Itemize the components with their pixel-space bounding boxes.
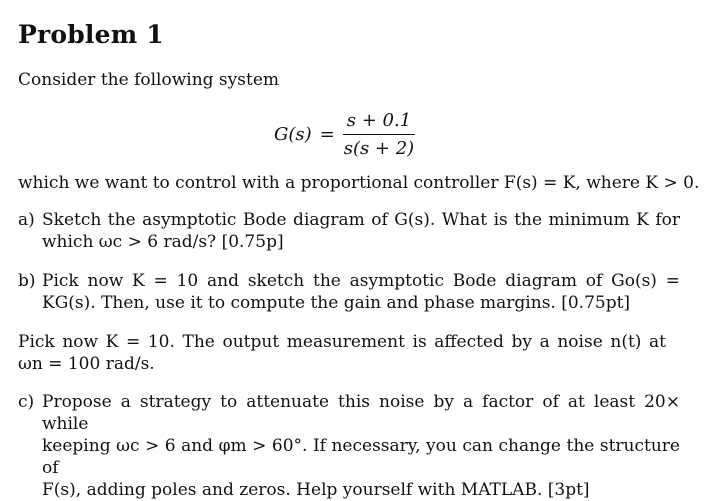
part-a-line-1: Sketch the asymptotic Bode diagram of G(s). What is the minimum K for — [42, 210, 680, 230]
part-c-label: c) — [18, 392, 35, 412]
problem-title: Problem 1 — [18, 20, 164, 49]
equation-denominator: s(s + 2) — [343, 137, 415, 159]
part-a-line-2: which ωc > 6 rad/s? [0.75p] — [42, 232, 284, 252]
part-b-text — [42, 270, 680, 314]
part-c-line-1: Propose a strategy to attenuate this noise by a factor of at least 20× while — [42, 392, 680, 434]
noise-line-1: Pick now K = 10. The output measurement is affected by a noise n(t) at — [18, 332, 666, 352]
equation-fraction — [343, 110, 415, 159]
equation-equals: = — [319, 123, 335, 145]
noise-line-2: ωn = 100 rad/s. — [18, 354, 155, 374]
equation-lhs: G(s) — [274, 123, 312, 145]
equation-numerator: s + 0.1 — [343, 110, 415, 135]
part-c-line-3: F(s), adding poles and zeros. Help yourself with MATLAB. [3pt] — [42, 480, 590, 500]
transfer-function-equation — [274, 110, 415, 158]
part-b-line-1: Pick now K = 10 and sketch the asymptotic Bode diagram of Go(s) = — [42, 271, 680, 291]
part-c-line-2: keeping ωc > 6 and φm > 60°. If necessary, you can change the structure of — [42, 436, 680, 478]
part-a-label: a) — [18, 210, 35, 230]
part-b-line-2: KG(s). Then, use it to compute the gain and phase margins. [0.75pt] — [42, 293, 631, 313]
controller-statement: which we want to control with a proportional controller F(s) = K, where K > 0. — [18, 173, 700, 193]
intro-text: Consider the following system — [18, 70, 279, 90]
part-a-text — [42, 209, 680, 253]
part-c-text — [42, 391, 680, 501]
noise-paragraph — [18, 331, 666, 375]
part-b-label: b) — [18, 271, 36, 291]
